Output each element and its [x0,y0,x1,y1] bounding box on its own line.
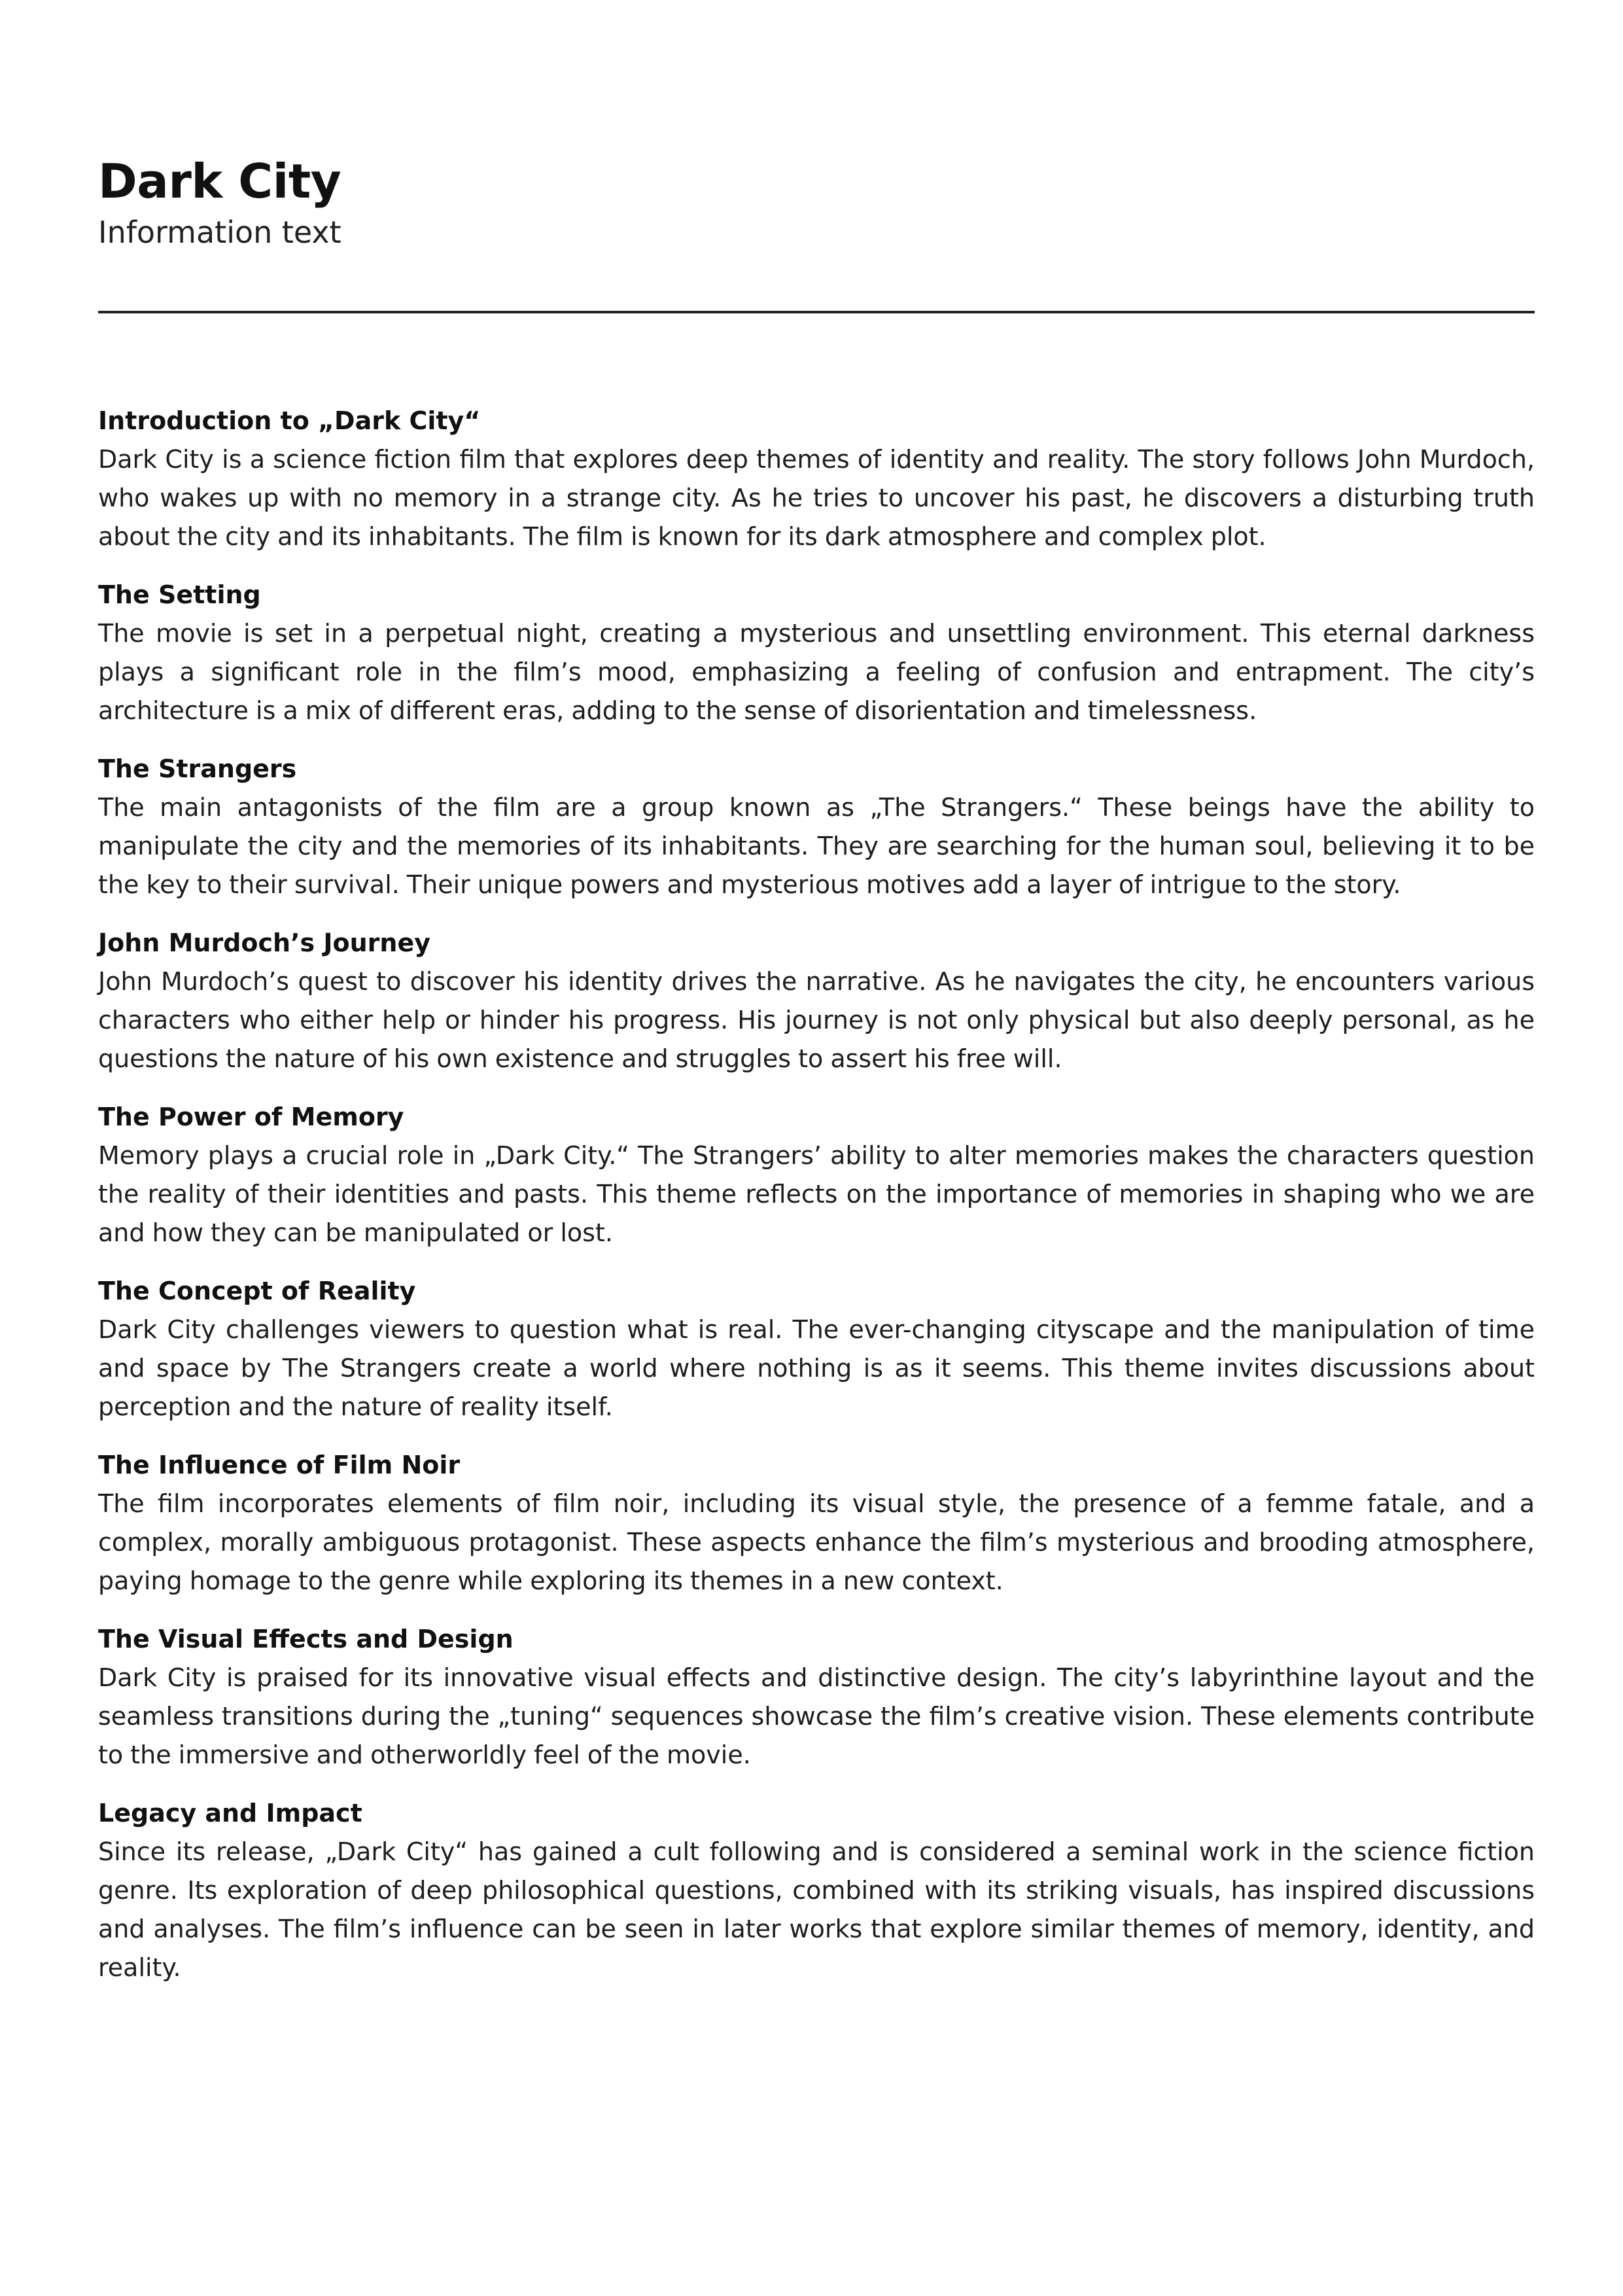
section-body: Memory plays a crucial role in „Dark City.“ The Strangers’ ability to alter memories makes the characters question the reality of their identities and pasts. This theme reflects on the importance of memories in shaping who we are and how they can be manipulated or lost. [98,1141,1535,1247]
section-body: The film incorporates elements of film noir, including its visual style, the presence of a femme fatale, and a complex, morally ambiguous protagonist. These aspects enhance the film’s mysterious and brooding atmosphere, paying homage to the genre while exploring its themes in a new context. [98,1489,1535,1595]
section-heading: Legacy and Impact [98,1799,362,1828]
section-visual-effects [98,1620,1535,1775]
section-heading: The Strangers [98,754,297,783]
section-heading: The Visual Effects and Design [98,1625,514,1653]
document-subtitle: Information text [98,215,341,250]
section-body: Since its release, „Dark City“ has gained a cult following and is considered a seminal work in the science fiction genre. Its exploration of deep philosophical questions, combined with its striking visuals, has inspired discussions and analyses. The film’s influence can be seen in later works that explore similar themes of memory, identity, and reality. [98,1837,1535,1982]
section-introduction [98,402,1535,556]
section-heading: The Concept of Reality [98,1277,416,1305]
section-memory [98,1098,1535,1252]
section-journey [98,924,1535,1078]
section-legacy [98,1794,1535,1987]
section-reality [98,1272,1535,1426]
section-body: Dark City is a science fiction film that explores deep themes of identity and reality. The story follows John Murdoch, who wakes up with no memory in a strange city. As he tries to uncover his past, he discovers a disturbing truth about the city and its inhabitants. The film is known for its dark atmosphere and complex plot. [98,445,1535,551]
section-body: The movie is set in a perpetual night, creating a mysterious and unsettling environment. This eternal darkness plays a significant role in the film’s mood, emphasizing a feeling of confusion and entrapment. The city’s architecture is a mix of different eras, adding to the sense of disorientation and timelessness. [98,619,1535,725]
section-heading: The Power of Memory [98,1103,404,1131]
sections-container [98,402,1535,2007]
section-body: Dark City challenges viewers to question what is real. The ever-changing cityscape and the manipulation of time and space by The Strangers create a world where nothing is as it seems. This theme invites discussions about perception and the nature of reality itself. [98,1315,1535,1421]
section-heading: The Influence of Film Noir [98,1451,461,1479]
section-heading: Introduction to „Dark City“ [98,406,481,435]
section-strangers [98,750,1535,904]
title-divider [98,311,1535,313]
section-body: The main antagonists of the film are a group known as „The Strangers.“ These beings have the ability to manipulate the city and the memories of its inhabitants. They are searching for the human soul, believing it to be the key to their survival. Their unique powers and mysterious motives add a layer of intrigue to the story. [98,793,1535,899]
section-film-noir [98,1446,1535,1600]
section-heading: John Murdoch’s Journey [98,928,430,957]
section-heading: The Setting [98,580,261,609]
section-body: John Murdoch’s quest to discover his identity drives the narrative. As he navigates the city, he encounters various characters who either help or hinder his progress. His journey is not only physical but also deeply personal, as he questions the nature of his own existence and struggles to assert his free will. [98,967,1535,1073]
section-body: Dark City is praised for its innovative visual effects and distinctive design. The city’s labyrinthine layout and the seamless transitions during the „tuning“ sequences showcase the film’s creative vision. These elements contribute to the immersive and otherworldly feel of the movie. [98,1663,1535,1769]
document-title: Dark City [98,154,341,209]
section-setting [98,576,1535,730]
